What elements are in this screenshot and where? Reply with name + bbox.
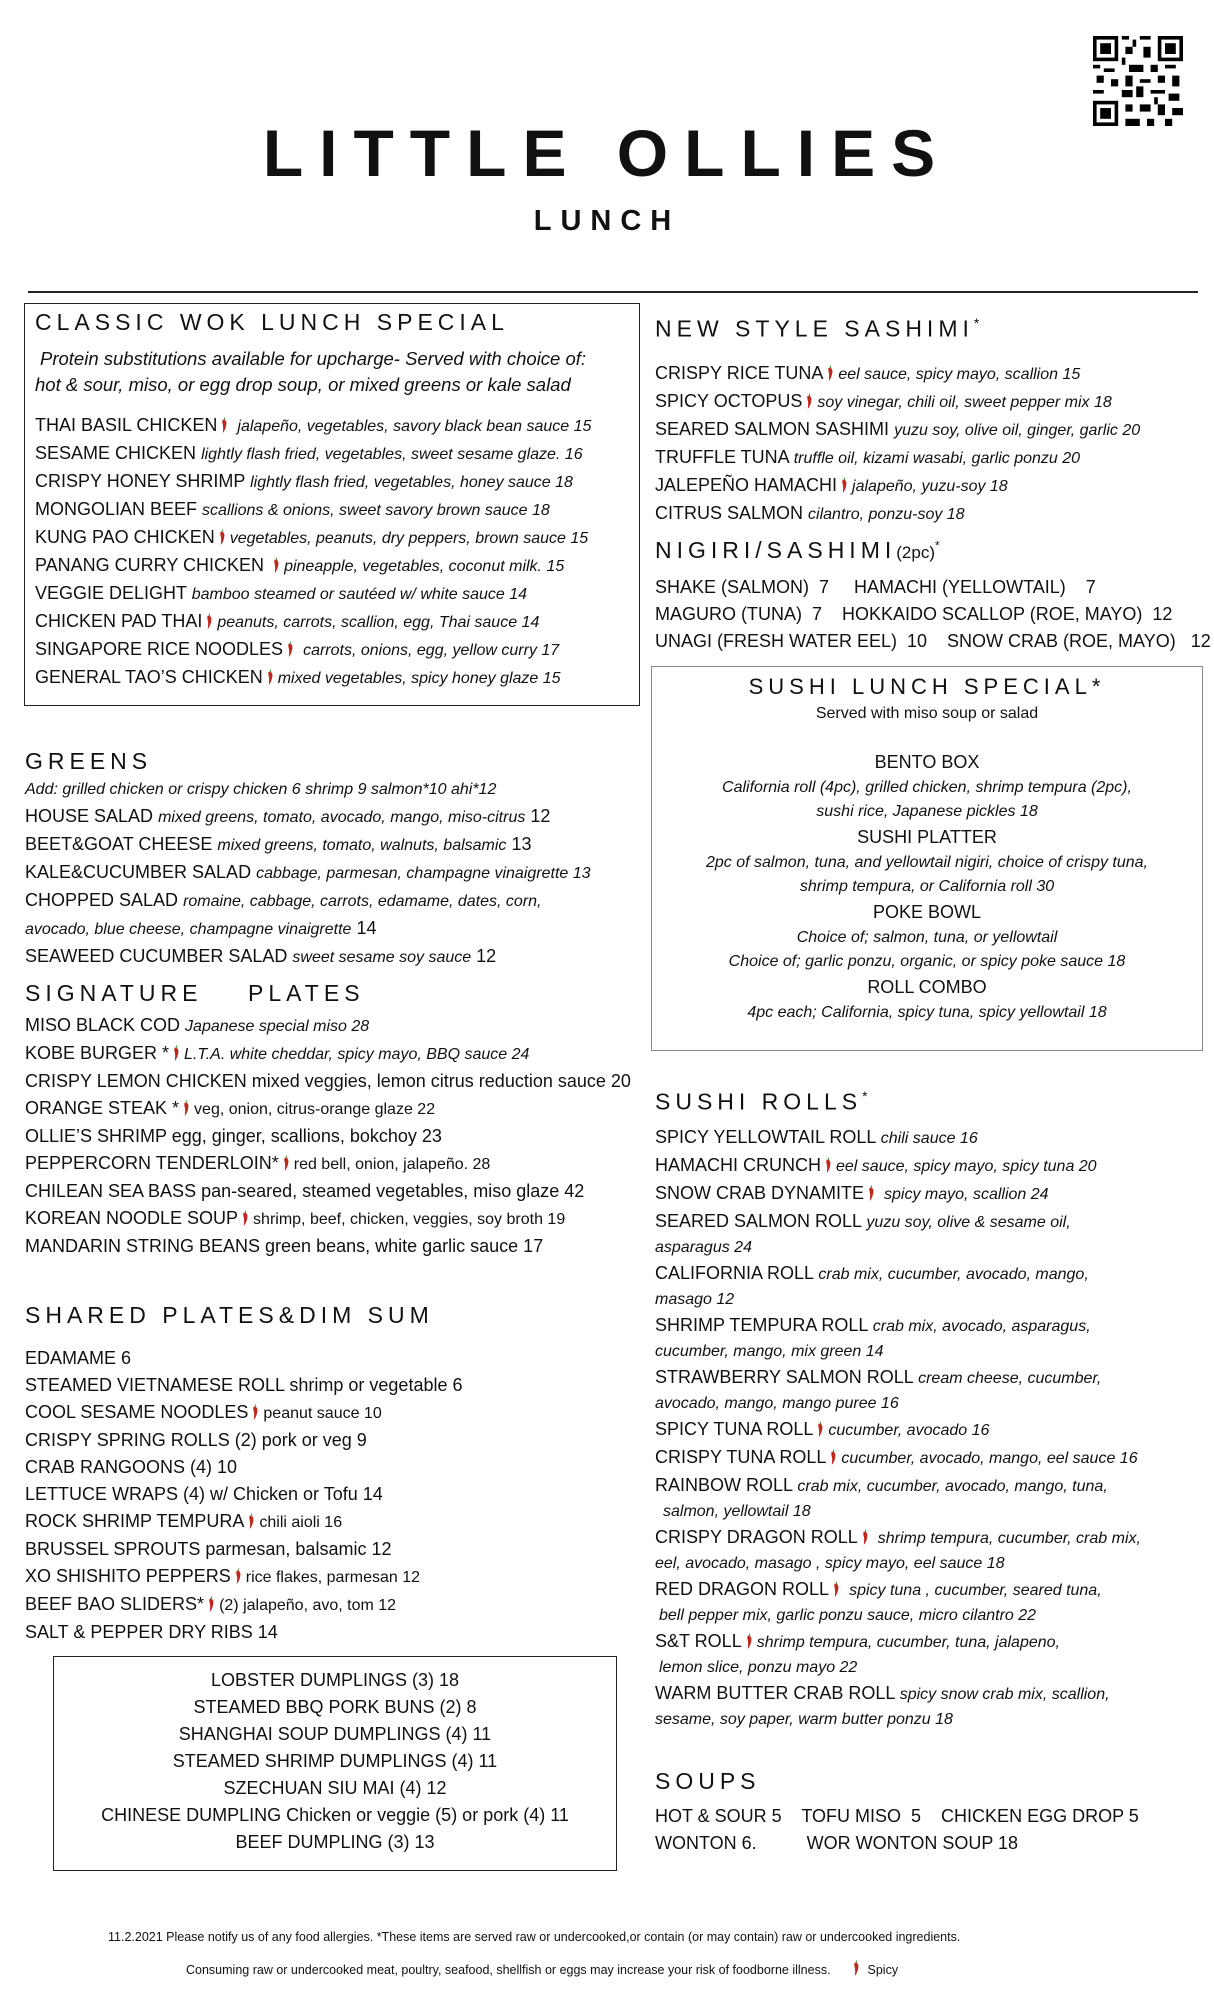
- pepper-icon: [805, 393, 814, 409]
- list-item: HOUSE SALAD mixed greens, tomato, avocado, mango, miso-citrus 12: [25, 806, 551, 826]
- list-item: THAI BASIL CHICKEN jalapeño, vegetables, savory black bean sauce 15: [35, 415, 592, 435]
- combo-desc: 4pc each; California, spicy tuna, spicy yellowtail 18: [747, 1004, 1107, 1021]
- rolls-list: [655, 1124, 1141, 1732]
- nigiri-list: [655, 574, 1211, 655]
- list-item: CRISPY DRAGON ROLL shrimp tempura, cucumber, crab mix,: [655, 1527, 1141, 1547]
- list-item: LETTUCE WRAPS (4) w/ Chicken or Tofu 14: [25, 1484, 383, 1504]
- list-item: KOREAN NOODLE SOUP shrimp, beef, chicken, veggies, soy broth 19: [25, 1208, 566, 1228]
- list-item: lemon slice, ponzu mayo 22: [659, 1659, 858, 1676]
- list-item: MISO BLACK COD Japanese special miso 28: [25, 1015, 370, 1035]
- list-item: eel, avocado, masago , spicy mayo, eel sauce 18: [655, 1555, 1005, 1572]
- list-item: masago 12: [655, 1291, 735, 1308]
- wok-list: [35, 412, 591, 692]
- rolls-heading: SUSHI ROLLS*: [655, 1088, 873, 1115]
- poke-title: POKE BOWL: [872, 902, 982, 922]
- list-item: SEARED SALMON SASHIMI yuzu soy, olive oil, ginger, garlic 20: [655, 419, 1141, 439]
- pepper-icon: [824, 1157, 833, 1173]
- pepper-icon: [182, 1100, 191, 1116]
- list-item: ORANGE STEAK * veg, onion, citrus-orange glaze 22: [25, 1098, 436, 1118]
- sashimi-list: [655, 360, 1140, 528]
- soups-heading: SOUPS: [655, 1768, 761, 1794]
- wok-note: Protein substitutions available for upcharge- Served with choice of:: [40, 348, 587, 369]
- list-item: TRUFFLE TUNA truffle oil, kizami wasabi, garlic ponzu 20: [655, 447, 1081, 467]
- pepper-icon: [241, 1210, 250, 1226]
- list-item: CHICKEN PAD THAI peanuts, carrots, scallion, egg, Thai sauce 14: [35, 611, 540, 631]
- list-item: bell pepper mix, garlic ponzu sauce, micro cilantro 22: [659, 1607, 1037, 1624]
- menu-subtitle: LUNCH: [533, 205, 681, 237]
- list-item: HOT & SOUR 5 TOFU MISO 5 CHICKEN EGG DROP 5: [655, 1806, 1139, 1826]
- list-item: avocado, blue cheese, champagne vinaigrette 14: [25, 918, 377, 938]
- bento-title: BENTO BOX: [874, 752, 980, 772]
- pepper-icon: [832, 1581, 841, 1597]
- poke-desc: Choice of; salmon, tuna, or yellowtail: [796, 929, 1058, 946]
- health-warning: Consuming raw or undercooked meat, poultry, seafood, shellfish or eggs may increase your risk of foodborne illness. Spicy: [186, 1960, 898, 1977]
- list-item: SPICY OCTOPUS soy vinegar, chili oil, sweet pepper mix 18: [655, 391, 1112, 411]
- list-item: KALE&CUCUMBER SALAD cabbage, parmesan, champagne vinaigrette 13: [25, 862, 591, 882]
- pepper-icon: [286, 641, 295, 657]
- list-item: CRISPY TUNA ROLL cucumber, avocado, mango, eel sauce 16: [655, 1447, 1138, 1467]
- sushi-special-sub: Served with miso soup or salad: [815, 705, 1039, 722]
- wok-heading: CLASSIC WOK LUNCH SPECIAL: [35, 309, 509, 335]
- wok-note: hot & sour, miso, or egg drop soup, or mixed greens or kale salad: [35, 374, 571, 395]
- header-divider: [28, 291, 1198, 293]
- pepper-icon: [266, 669, 275, 685]
- list-item: SHRIMP TEMPURA ROLL crab mix, avocado, asparagus,: [655, 1315, 1091, 1335]
- list-item: COOL SESAME NOODLES peanut sauce 10: [25, 1402, 382, 1422]
- pepper-icon: [205, 613, 214, 629]
- list-item: MONGOLIAN BEEF scallions & onions, sweet savory brown sauce 18: [35, 499, 550, 519]
- greens-heading: GREENS: [25, 748, 153, 774]
- list-item: KOBE BURGER * L.T.A. white cheddar, spicy mayo, BBQ sauce 24: [25, 1043, 530, 1063]
- pepper-icon: [867, 1185, 876, 1201]
- list-item: CHOPPED SALAD romaine, cabbage, carrots, edamame, dates, corn,: [25, 890, 542, 910]
- list-item: sesame, soy paper, warm butter ponzu 18: [655, 1711, 953, 1728]
- allergy-notice: 11.2.2021 Please notify us of any food allergies. *These items are served raw or undercooked,or contain (or may contain) raw or undercooked ingredients.: [108, 1930, 961, 1944]
- pepper-icon: [207, 1596, 216, 1612]
- list-item: asparagus 24: [655, 1239, 752, 1256]
- list-item: EDAMAME 6: [25, 1348, 132, 1368]
- dumplings-list: [53, 1667, 617, 1856]
- sushi-special-content: [651, 674, 1203, 1025]
- list-item: BEET&GOAT CHEESE mixed greens, tomato, walnuts, balsamic 13: [25, 834, 532, 854]
- list-item: STEAMED BBQ PORK BUNS (2) 8: [193, 1697, 477, 1717]
- list-item: CRISPY LEMON CHICKEN mixed veggies, lemon citrus reduction sauce 20: [25, 1071, 631, 1091]
- list-item: HAMACHI CRUNCH eel sauce, spicy mayo, spicy tuna 20: [655, 1155, 1097, 1175]
- spicy-legend: Spicy: [867, 1963, 899, 1977]
- sashimi-heading: NEW STYLE SASHIMI*: [655, 315, 985, 342]
- list-item: SPICY TUNA ROLL cucumber, avocado 16: [655, 1419, 990, 1439]
- list-item: SEARED SALMON ROLL yuzu soy, olive & sesame oil,: [655, 1211, 1071, 1231]
- list-item: RED DRAGON ROLL spicy tuna , cucumber, seared tuna,: [655, 1579, 1102, 1599]
- pepper-icon: [745, 1633, 754, 1649]
- list-item: MANDARIN STRING BEANS green beans, white garlic sauce 17: [25, 1236, 544, 1256]
- list-item: avocado, mango, mango puree 16: [655, 1395, 899, 1412]
- signature-heading: SIGNATURE PLATES: [25, 980, 365, 1006]
- list-item: RAINBOW ROLL crab mix, cucumber, avocado, mango, tuna,: [655, 1475, 1108, 1495]
- list-item: GENERAL TAO’S CHICKEN mixed vegetables, spicy honey glaze 15: [35, 667, 561, 687]
- list-item: SNOW CRAB DYNAMITE spicy mayo, scallion 24: [655, 1183, 1049, 1203]
- pepper-icon: [861, 1529, 870, 1545]
- list-item: XO SHISHITO PEPPERS rice flakes, parmesan 12: [25, 1566, 421, 1586]
- list-item: SPICY YELLOWTAIL ROLL chili sauce 16: [655, 1127, 978, 1147]
- list-item: WARM BUTTER CRAB ROLL spicy snow crab mix, scallion,: [655, 1683, 1110, 1703]
- list-item: ROCK SHRIMP TEMPURA chili aioli 16: [25, 1511, 343, 1531]
- list-item: PANANG CURRY CHICKEN pineapple, vegetables, coconut milk. 15: [35, 555, 565, 575]
- list-item: SZECHUAN SIU MAI (4) 12: [223, 1778, 447, 1798]
- list-item: BRUSSEL SPROUTS parmesan, balsamic 12: [25, 1539, 392, 1559]
- list-item: MAGURO (TUNA) 7 HOKKAIDO SCALLOP (ROE, MAYO) 12: [655, 604, 1173, 624]
- list-item: CHINESE DUMPLING Chicken or veggie (5) or pork (4) 11: [101, 1805, 569, 1825]
- poke-desc: Choice of; garlic ponzu, organic, or spicy poke sauce 18: [728, 953, 1126, 970]
- list-item: CRISPY RICE TUNA eel sauce, spicy mayo, scallion 15: [655, 363, 1081, 383]
- combo-title: ROLL COMBO: [867, 977, 987, 997]
- list-item: PEPPERCORN TENDERLOIN* red bell, onion, jalapeño. 28: [25, 1153, 491, 1173]
- list-item: SEAWEED CUCUMBER SALAD sweet sesame soy sauce 12: [25, 946, 497, 966]
- pepper-icon: [282, 1155, 291, 1171]
- sushi-special-heading: SUSHI LUNCH SPECIAL*: [748, 674, 1106, 699]
- list-item: CRAB RANGOONS (4) 10: [25, 1457, 238, 1477]
- list-item: SESAME CHICKEN lightly flash fried, vegetables, sweet sesame glaze. 16: [35, 443, 583, 463]
- platter-desc: 2pc of salmon, tuna, and yellowtail nigiri, choice of crispy tuna,: [705, 854, 1148, 871]
- bento-desc: California roll (4pc), grilled chicken, shrimp tempura (2pc),: [722, 779, 1132, 796]
- bento-desc: sushi rice, Japanese pickles 18: [816, 803, 1038, 820]
- pepper-icon: [840, 477, 849, 493]
- greens-list: [25, 776, 591, 971]
- list-item: OLLIE’S SHRIMP egg, ginger, scallions, bokchoy 23: [25, 1126, 442, 1146]
- list-item: CITRUS SALMON cilantro, ponzu-soy 18: [655, 503, 965, 523]
- pepper-icon: [172, 1045, 181, 1061]
- list-item: VEGGIE DELIGHT bamboo steamed or sautéed w/ white sauce 14: [35, 583, 528, 603]
- pepper-icon: [220, 417, 229, 433]
- list-item: KUNG PAO CHICKEN vegetables, peanuts, dry peppers, brown sauce 15: [35, 527, 589, 547]
- shared-heading: SHARED PLATES&DIM SUM: [25, 1302, 434, 1328]
- list-item: S&T ROLL shrimp tempura, cucumber, tuna, jalapeno,: [655, 1631, 1060, 1651]
- list-item: SHANGHAI SOUP DUMPLINGS (4) 11: [178, 1724, 492, 1744]
- pepper-icon: [852, 1960, 861, 1976]
- platter-title: SUSHI PLATTER: [857, 827, 997, 847]
- list-item: SHAKE (SALMON) 7 HAMACHI (YELLOWTAIL) 7: [655, 577, 1096, 597]
- pepper-icon: [218, 529, 227, 545]
- list-item: BEEF BAO SLIDERS* (2) jalapeño, avo, tom 12: [25, 1594, 397, 1614]
- list-item: STEAMED VIETNAMESE ROLL shrimp or vegetable 6: [25, 1375, 463, 1395]
- list-item: salmon, yellowtail 18: [663, 1503, 811, 1520]
- qr-code-icon[interactable]: [1093, 36, 1183, 126]
- list-item: cucumber, mango, mix green 14: [655, 1343, 884, 1360]
- greens-add: Add: grilled chicken or crispy chicken 6 shrimp 9 salmon*10 ahi*12: [25, 781, 497, 798]
- list-item: WONTON 6. WOR WONTON SOUP 18: [655, 1833, 1019, 1853]
- list-item: JALEPEÑO HAMACHI jalapeño, yuzu-soy 18: [655, 475, 1008, 495]
- list-item: CRISPY SPRING ROLLS (2) pork or veg 9: [25, 1430, 367, 1450]
- pepper-icon: [234, 1568, 243, 1584]
- list-item: STEAMED SHRIMP DUMPLINGS (4) 11: [172, 1751, 498, 1771]
- list-item: CRISPY HONEY SHRIMP lightly flash fried, vegetables, honey sauce 18: [35, 471, 573, 491]
- platter-desc: shrimp tempura, or California roll 30: [799, 878, 1055, 895]
- list-item: BEEF DUMPLING (3) 13: [235, 1832, 435, 1852]
- list-item: CALIFORNIA ROLL crab mix, cucumber, avocado, mango,: [655, 1263, 1089, 1283]
- pepper-icon: [247, 1513, 256, 1529]
- pepper-icon: [826, 365, 835, 381]
- nigiri-heading: NIGIRI/SASHIMI(2pc)*: [655, 537, 945, 563]
- pepper-icon: [829, 1449, 838, 1465]
- soups-list: [655, 1803, 1139, 1857]
- signature-list: [25, 1012, 631, 1260]
- pepper-icon: [816, 1421, 825, 1437]
- list-item: LOBSTER DUMPLINGS (3) 18: [210, 1670, 460, 1690]
- list-item: UNAGI (FRESH WATER EEL) 10 SNOW CRAB (ROE, MAYO) 12: [655, 631, 1211, 651]
- list-item: CHILEAN SEA BASS pan-seared, steamed vegetables, miso glaze 42: [25, 1181, 585, 1201]
- pepper-icon: [251, 1404, 260, 1420]
- list-item: SINGAPORE RICE NOODLES carrots, onions, egg, yellow curry 17: [35, 639, 560, 659]
- pepper-icon: [272, 557, 281, 573]
- restaurant-title: LITTLE OLLIES: [262, 116, 952, 190]
- list-item: SALT & PEPPER DRY RIBS 14: [25, 1622, 278, 1642]
- shared-list: [25, 1345, 462, 1646]
- list-item: STRAWBERRY SALMON ROLL cream cheese, cucumber,: [655, 1367, 1102, 1387]
